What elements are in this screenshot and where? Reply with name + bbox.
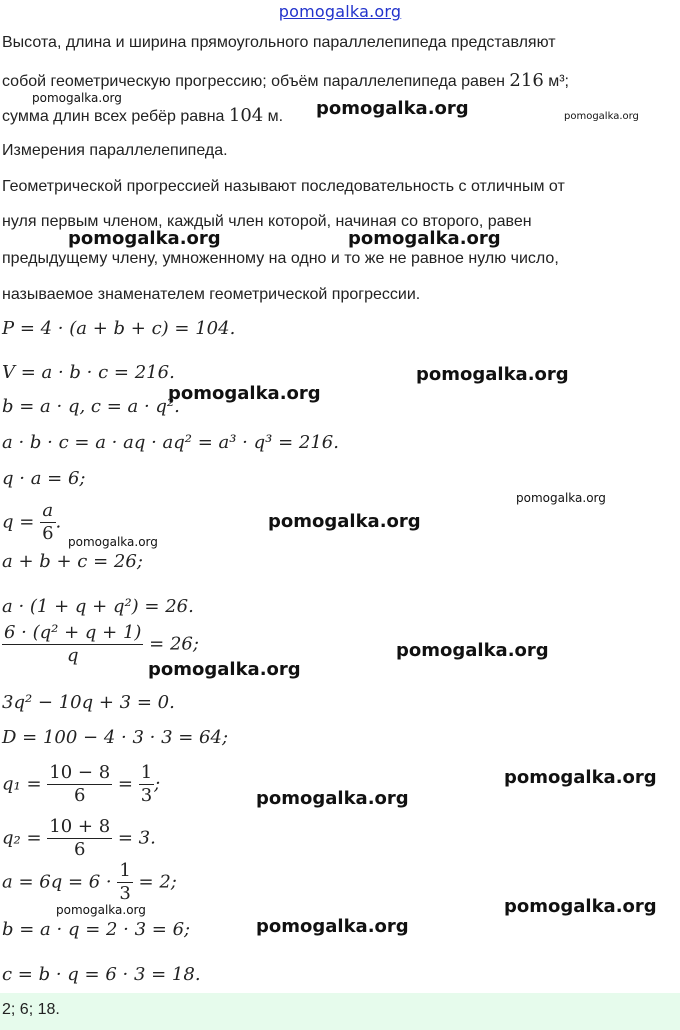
fraction-a-over-6	[40, 500, 55, 545]
fraction-denominator: 3	[140, 785, 153, 806]
fraction-root-2	[47, 816, 112, 861]
equation-terms: b = a · q, c = a · q².	[2, 396, 180, 417]
problem-line-2	[2, 70, 569, 91]
equation-factored-sum: a · (1 + q + q²) = 26.	[2, 596, 194, 617]
equation-product: a · b · c = a · aq · aq² = a³ · q³ = 216.	[2, 432, 339, 453]
eq13-lhs: q₂ =	[2, 827, 48, 849]
eq9-rhs: = 26;	[143, 633, 199, 655]
definition-line-2: нуля первым членом, каждый член которой, начиная со второго, равен	[2, 213, 532, 230]
fraction-numerator: a	[40, 500, 55, 523]
fraction-numerator: 1	[119, 860, 131, 881]
fraction-root-1	[47, 762, 112, 807]
find-statement: Измерения параллелепипеда.	[2, 142, 228, 159]
equation-discriminant: D = 100 − 4 · 3 · 3 = 64;	[2, 727, 229, 748]
eq6-rhs: .	[55, 511, 62, 533]
volume-value: 216	[509, 70, 544, 91]
fraction-numerator: 6 · (q² + q + 1)	[4, 622, 142, 643]
problem-line-1: Высота, длина и ширина прямоугольного параллелепипеда представляют	[2, 34, 556, 51]
equation-volume: V = a · b · c = 216.	[2, 362, 175, 383]
watermark: pomogalka.org	[396, 640, 549, 661]
fraction-numerator: 10 − 8	[49, 762, 111, 783]
equation-root-2	[2, 816, 156, 861]
eq12-lhs: q₁ =	[2, 773, 48, 795]
watermark: pomogalka.org	[56, 903, 146, 917]
equation-q-fraction	[2, 500, 61, 545]
eq14-lhs: a = 6q = 6 ·	[2, 871, 118, 893]
watermark: pomogalka.org	[504, 767, 657, 788]
fraction-denominator: q	[66, 645, 79, 666]
watermark: pomogalka.org	[32, 91, 122, 105]
equation-root-1	[2, 762, 160, 807]
watermark: pomogalka.org	[504, 896, 657, 917]
equation-a-value	[2, 860, 177, 905]
site-logo-link[interactable]: pomogalka.org	[278, 2, 402, 21]
watermark: pomogalka.org	[348, 228, 501, 249]
watermark: pomogalka.org	[316, 98, 469, 119]
fraction-one-third	[117, 860, 132, 905]
watermark: pomogalka.org	[268, 511, 421, 532]
equation-qa: q · a = 6;	[2, 468, 86, 489]
eq13-rhs: = 3.	[112, 827, 156, 849]
answer-text: 2; 6; 18.	[2, 1001, 60, 1018]
watermark: pomogalka.org	[564, 111, 639, 122]
fraction-denominator: 6	[42, 523, 54, 544]
eq12-mid: =	[112, 773, 139, 795]
volume-unit: м³;	[543, 73, 569, 90]
edge-sum-unit: м.	[263, 108, 284, 125]
fraction-numerator: 1	[140, 762, 153, 783]
equation-perimeter: P = 4 · (a + b + c) = 104.	[2, 318, 236, 339]
problem-line-2-text: собой геометрическую прогрессию; объём параллелепипеда равен	[2, 73, 510, 90]
fraction-denominator: 3	[119, 883, 131, 904]
watermark: pomogalka.org	[148, 659, 301, 680]
watermark: pomogalka.org	[256, 916, 409, 937]
watermark: pomogalka.org	[516, 491, 606, 505]
watermark: pomogalka.org	[68, 535, 158, 549]
watermark: pomogalka.org	[68, 228, 221, 249]
fraction-denominator: 6	[73, 839, 86, 860]
definition-line-3: предыдущему члену, умноженному на одно и то же не равное нулю число,	[2, 250, 559, 267]
problem-line-3-text: сумма длин всех ребёр равна	[2, 108, 229, 125]
eq12-rhs: ;	[154, 773, 161, 795]
fraction-one-third	[139, 762, 154, 807]
equation-quadratic: 3q² − 10q + 3 = 0.	[2, 692, 175, 713]
eq6-lhs: q =	[2, 511, 41, 533]
answer-box	[0, 993, 680, 1030]
watermark: pomogalka.org	[256, 788, 409, 809]
equation-sum: a + b + c = 26;	[2, 551, 143, 572]
problem-line-3	[2, 105, 283, 126]
definition-line-1: Геометрической прогрессией называют последовательность с отличным от	[2, 178, 565, 195]
edge-sum-value: 104	[228, 105, 264, 126]
equation-b-value: b = a · q = 2 · 3 = 6;	[2, 919, 191, 940]
watermark: pomogalka.org	[168, 383, 321, 404]
watermark: pomogalka.org	[416, 364, 569, 385]
equation-c-value: c = b · q = 6 · 3 = 18.	[2, 964, 201, 985]
definition-line-4: называемое знаменателем геометрической прогрессии.	[2, 286, 421, 303]
fraction-denominator: 6	[73, 785, 86, 806]
fraction-numerator: 10 + 8	[49, 816, 111, 837]
fraction-sum-over-q	[2, 622, 143, 667]
eq14-rhs: = 2;	[132, 871, 177, 893]
